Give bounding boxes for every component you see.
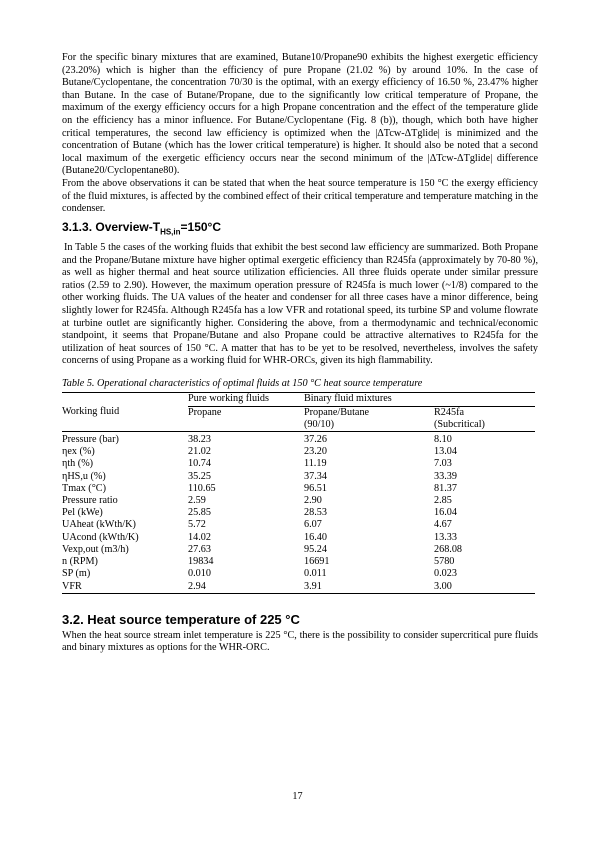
- table5-cell-propane: 27.63: [188, 543, 211, 555]
- table5-cell-r245: 3.00: [434, 581, 535, 594]
- table5-cell-r245: 16.04: [434, 507, 457, 519]
- table5-cell-label: Vexp,out (m3/h): [62, 543, 129, 555]
- table5-col-propane-butane: Propane/Butane: [304, 406, 370, 418]
- page-number: 17: [292, 791, 303, 802]
- table5-col-working-fluid: Working fluid: [62, 406, 120, 418]
- heading-3-1-3: [62, 220, 538, 239]
- table5-cell-propane: 14.02: [188, 531, 211, 543]
- table5-empty-cell: [62, 419, 188, 432]
- table5-cell-mix: 3.91: [304, 581, 434, 594]
- table5-group-binary: Binary fluid mixtures: [304, 393, 535, 406]
- heading-3-1-3-subscript: HS,in: [160, 227, 181, 237]
- page-body: [62, 52, 538, 655]
- paragraph-observations: From the above observations it can be stated that when the heat source temperature is 150 °C the exergy efficiency of the fluid mixtures, is affected by the combined effect of their critical temperature and temperature matching in the condenser.: [62, 177, 538, 215]
- heading-3-2: 3.2. Heat source temperature of 225 °C: [62, 611, 300, 627]
- table5-header-row: [62, 406, 535, 419]
- table5-cell-mix: 37.26: [304, 434, 327, 446]
- table5-cell-mix: 16691: [304, 556, 330, 568]
- table-row: [62, 471, 535, 483]
- table5-cell-label: ηHS,u (%): [62, 470, 106, 482]
- table5-cell-r245: 2.85: [434, 495, 452, 507]
- table5-cell-mix: 11.19: [304, 458, 327, 470]
- table5-body: [62, 432, 535, 594]
- table-row: [62, 519, 535, 531]
- table-row: [62, 432, 535, 447]
- heading-3-1-3-suffix: =150°C: [180, 219, 222, 234]
- table5-empty-cell: [188, 419, 304, 432]
- table5-col-propane-butane-ratio: (90/10): [304, 419, 434, 432]
- table5-cell-mix: 28.53: [304, 507, 327, 519]
- table5-cell-propane: 5.72: [188, 519, 206, 531]
- table5-cell-label: VFR: [62, 581, 188, 594]
- table-row: [62, 507, 535, 519]
- table5-cell-propane: 35.25: [188, 470, 211, 482]
- table5-cell-r245: 5780: [434, 556, 455, 568]
- table5-cell-r245: 13.33: [434, 531, 457, 543]
- table5-empty-cell: [62, 393, 188, 406]
- table5-cell-propane: 21.02: [188, 446, 211, 458]
- table5-group-header-row: [62, 393, 535, 406]
- table5-cell-propane: 19834: [188, 556, 214, 568]
- table5-group-pure: Pure working fluids: [188, 393, 304, 406]
- table5-cell-r245: 13.04: [434, 446, 457, 458]
- table-row: [62, 556, 535, 568]
- table5-cell-r245: 81.37: [434, 482, 457, 494]
- table5-cell-label: ηth (%): [62, 458, 94, 470]
- table5-cell-r245: 7.03: [434, 458, 452, 470]
- table5-cell-mix: 95.24: [304, 543, 327, 555]
- table5-cell-propane: 110.65: [188, 482, 216, 494]
- table5-cell-r245: 33.39: [434, 470, 457, 482]
- table5-cell-label: ηex (%): [62, 446, 95, 458]
- heading-3-1-3-prefix: 3.1.3. Overview-T: [62, 219, 161, 234]
- table5: [62, 392, 535, 593]
- table5-cell-label: SP (m): [62, 568, 91, 580]
- paragraph-binary-mixtures: For the specific binary mixtures that are examined, Butane10/Propane90 exhibits the highest exergetic efficiency (23.20%) which is higher than the efficiency of pure Propane (21.02 %) by around 10%. In the case of Butane/Cyclopentane, the concentration 70/30 is the optimal, with an exergy efficiency of 16.50 %, 23.47% higher than Butane. In the case of Butane/Propane, due to the significantly low critical temperature of Propane, the maximum of the exergy efficiency occurs for a high Propane concentration and the effect of the temperature glide on the efficiency has a minor influence. For Butane/Cyclopentane (Fig. 8 (b)), though, which both have higher critical temperatures, the second law efficiency is optimized when the |ΔTcw-ΔTglide| is minimized and the concentration of Butane (which has the lower critical temperature) is higher. It should also be noted that a second local maximum of the exergetic efficiency occurs near the second minimum of the |ΔTcw-ΔTglide| difference (Butane20/Cyclopentane80).: [62, 52, 538, 177]
- table5-cell-mix: 96.51: [304, 482, 327, 494]
- table5-header-row-2: [62, 419, 535, 432]
- table5-cell-propane: 2.94: [188, 581, 304, 594]
- table5-cell-r245: 0.023: [434, 568, 457, 580]
- table-row: [62, 458, 535, 470]
- table5-cell-r245: 4.67: [434, 519, 452, 531]
- table5-cell-mix: 37.34: [304, 470, 327, 482]
- table5-cell-label: n (RPM): [62, 556, 98, 568]
- table-row: [62, 568, 535, 580]
- table-row: [62, 483, 535, 495]
- table5-col-r245fa: R245fa: [434, 406, 464, 418]
- table-row: [62, 544, 535, 556]
- table5-cell-label: Tmax (°C): [62, 482, 106, 494]
- table5-col-r245fa-note: (Subcritical): [434, 419, 535, 432]
- table-row: [62, 532, 535, 544]
- table5-cell-mix: 23.20: [304, 446, 327, 458]
- table5-cell-label: Pressure ratio: [62, 495, 118, 507]
- table5-cell-mix: 16.40: [304, 531, 327, 543]
- table5-cell-propane: 25.85: [188, 507, 211, 519]
- table-row: [62, 446, 535, 458]
- table5-col-propane: Propane: [188, 406, 222, 418]
- table5-cell-label: UAheat (kWth/K): [62, 519, 136, 531]
- table5-cell-label: Pel (kWe): [62, 507, 103, 519]
- table5-cell-propane: 0.010: [188, 568, 211, 580]
- table5-cell-mix: 2.90: [304, 495, 322, 507]
- table5-caption: Table 5. Operational characteristics of optimal fluids at 150 °C heat source temperature: [62, 378, 423, 390]
- table5-cell-label: UAcond (kWth/K): [62, 531, 139, 543]
- table5-cell-r245: 8.10: [434, 434, 452, 446]
- table-row: [62, 495, 535, 507]
- table5-cell-mix: 0.011: [304, 568, 327, 580]
- table5-cell-propane: 38.23: [188, 434, 211, 446]
- table5-cell-propane: 10.74: [188, 458, 211, 470]
- paragraph-225c: When the heat source stream inlet temperature is 225 °C, there is the possibility to consider supercritical pure fluids and binary mixtures as options for the WHR-ORC.: [62, 629, 538, 654]
- table-row: [62, 581, 535, 594]
- table5-cell-mix: 6.07: [304, 519, 322, 531]
- table5-cell-r245: 268.08: [434, 543, 463, 555]
- table5-cell-label: Pressure (bar): [62, 434, 119, 446]
- paragraph-table5-summary: In Table 5 the cases of the working fluids that exhibit the best second law efficiency are summarized. Both Propane and the Propane/Butane mixture have higher optimal exergetic efficiency than R245fa (approximately by 70-80 %), as well as higher thermal and heat source utilization efficiencies. All three fluids operate under similar pressure ratios (2.59 to 2.90). However, the maximum operation pressure of R245fa is much lower (~1/8) compared to the other working fluids. The UA values of the heater and condenser for all three cases have a minor difference, being slightly lower for R245fa. Although R245fa has a low VFR and rotational speed, its turbine SP and volume flowrate at turbine outlet are significantly higher. Considering the above, from a thermodynamic and technical/economic standpoint, it seems that Propane/Butane and also Propane could be attractive alternatives to R245fa for the utilization of heat sources of 150 °C. A matter that has to be yet to be resolved, nevertheless, involves the safety concerns of using Propane as a working fluid for WHR-ORCs, given its high flammability.: [62, 242, 538, 367]
- table5-cell-propane: 2.59: [188, 495, 206, 507]
